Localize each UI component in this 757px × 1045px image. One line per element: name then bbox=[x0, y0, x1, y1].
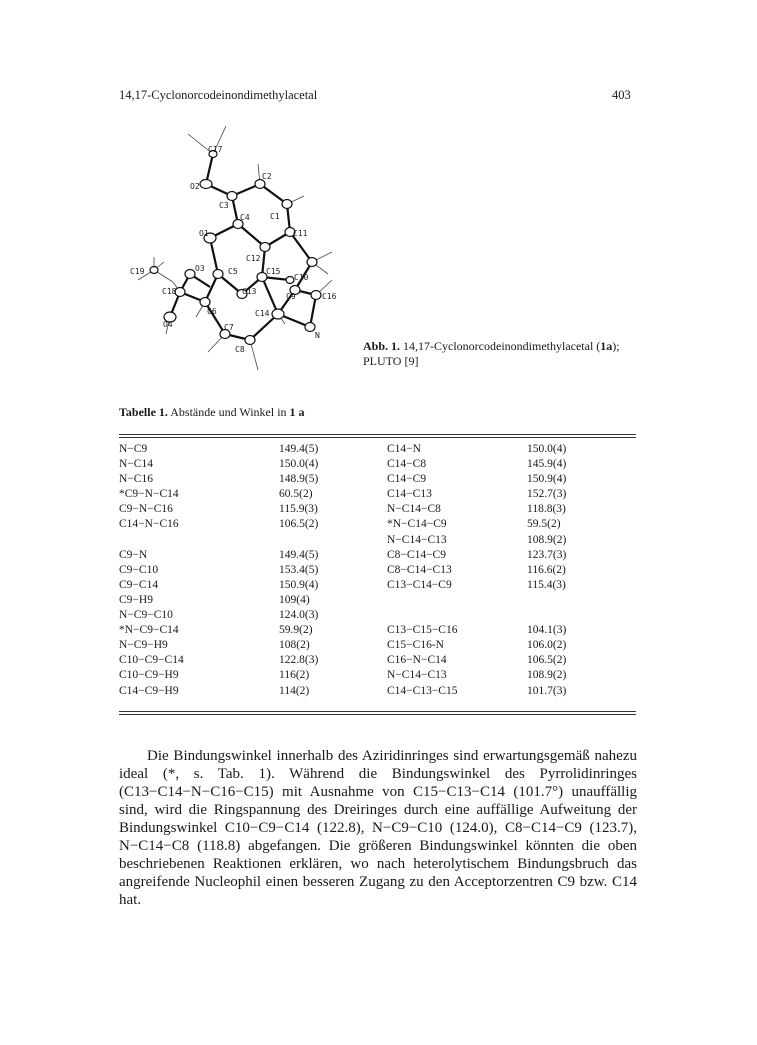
table-cell: 60.5(2) bbox=[279, 488, 313, 501]
table-cell: 59.9(2) bbox=[279, 624, 313, 637]
figure-caption-text: 14,17-Cyclonorcodeinondimethylacetal ( bbox=[400, 339, 601, 353]
table-cell: 101.7(3) bbox=[527, 684, 567, 697]
table-cell: 149.4(5) bbox=[279, 548, 319, 561]
table-cell: C15−C16-N bbox=[387, 639, 444, 652]
atom-label-c1: C1 bbox=[270, 212, 280, 221]
table-cell bbox=[527, 608, 636, 623]
table-row bbox=[119, 608, 636, 623]
table-cell: 116(2) bbox=[279, 669, 310, 682]
pluto-drawing bbox=[110, 112, 360, 382]
atoms bbox=[150, 151, 321, 345]
table-cell: C10−C9−C14 bbox=[119, 654, 184, 667]
table-row bbox=[119, 487, 636, 502]
table-cell: C14−C9−H9 bbox=[119, 684, 179, 697]
table-row bbox=[119, 472, 636, 487]
table-cell: 59.5(2) bbox=[527, 518, 561, 531]
table-cell: *C9−N−C14 bbox=[119, 488, 179, 501]
atom-label-c17: C17 bbox=[208, 145, 223, 154]
table-cell bbox=[119, 533, 279, 548]
table-row bbox=[119, 638, 636, 653]
table-row bbox=[119, 457, 636, 472]
table-row bbox=[119, 442, 636, 457]
atom-label-c13: C13 bbox=[242, 287, 257, 296]
table-cell: 153.4(5) bbox=[279, 563, 319, 576]
table-cell: 123.7(3) bbox=[527, 548, 567, 561]
table-row bbox=[119, 548, 636, 563]
table-bottom-rule bbox=[119, 711, 636, 712]
table-top-rule-2 bbox=[119, 437, 636, 438]
body-paragraph: Die Bindungswinkel innerhalb des Aziridinringes sind erwartungsgemäß nahezu ideal (*, s. Tab. 1). Während die Bindungswinkel des Pyrrolidinringes (C13−C14−N−C16−C15) mit Ausnahme von C15−C13−C14 (101.7°) unauffällig sind, wird die Ringspannung des Dreiringes durch eine auffällige Aufweitung der Bindungswinkel C10−C9−C14 (122.8), N−C9−C10 (124.0), C8−C14−C9 (123.7), N−C14−C8 (118.8) abgefangen. Die größeren Bindungswinkel könnten die oben beschriebenen Reaktionen erklären, wo nach heterolytischem Bindungsbruch das angreifende Nucleophil einen besseren Zugang zu den Acceptorzentren C9 bzw. C14 hat. bbox=[119, 748, 637, 908]
table-cell: N−C9−H9 bbox=[119, 639, 168, 652]
table-cell: 108.9(2) bbox=[527, 533, 567, 546]
molecular-structure-figure bbox=[110, 112, 360, 382]
atom-label-c9: C9 bbox=[286, 292, 296, 301]
table-row bbox=[119, 517, 636, 532]
table-cell: 108.9(2) bbox=[527, 669, 567, 682]
table-cell: C8−C14−C9 bbox=[387, 548, 446, 561]
atom-labels bbox=[130, 145, 337, 354]
table-title bbox=[119, 405, 305, 420]
table-cell: C8−C14−C13 bbox=[387, 563, 452, 576]
atom-label-c6: C6 bbox=[207, 307, 217, 316]
table-row bbox=[119, 502, 636, 517]
atom-label-c11: C11 bbox=[293, 229, 308, 238]
atom-label-c19: C19 bbox=[130, 267, 145, 276]
table-cell: C9−N bbox=[119, 548, 148, 561]
atom-label-c15: C15 bbox=[266, 267, 281, 276]
atom-label-c18: C18 bbox=[162, 287, 177, 296]
atom-label-c2: C2 bbox=[262, 172, 272, 181]
table-cell: 108(2) bbox=[279, 639, 310, 652]
atom-label-o4: O4 bbox=[163, 320, 173, 329]
table-row bbox=[119, 578, 636, 593]
table-cell: N−C14−C13 bbox=[387, 669, 447, 682]
table-cell: C9−C14 bbox=[119, 578, 159, 591]
table-cell: C13−C15−C16 bbox=[387, 624, 458, 637]
table-cell: N−C9 bbox=[119, 443, 148, 455]
table-title-text: Abstände und Winkel in bbox=[167, 405, 290, 419]
running-title: 14,17-Cyclonorcodeinondimethylacetal bbox=[119, 88, 318, 102]
table-cell: N−C16 bbox=[119, 473, 153, 486]
table-cell: 115.4(3) bbox=[527, 578, 566, 591]
table-cell: 145.9(4) bbox=[527, 458, 567, 471]
table-cell: 109(4) bbox=[279, 593, 310, 606]
page-number: 403 bbox=[612, 88, 631, 102]
table-cell bbox=[387, 593, 527, 608]
table-cell: *N−C9−C14 bbox=[119, 624, 179, 637]
atom-label-o2: O2 bbox=[190, 182, 200, 191]
body-text bbox=[119, 747, 637, 909]
table-cell: C16−N−C14 bbox=[387, 654, 447, 667]
table-cell: 122.8(3) bbox=[279, 654, 319, 667]
table-title-label: Tabelle 1. bbox=[119, 405, 168, 419]
table-cell: C14−C8 bbox=[387, 458, 427, 471]
table-cell: 152.7(3) bbox=[527, 488, 567, 501]
table-cell: 104.1(3) bbox=[527, 624, 567, 637]
figure-caption-label: Abb. 1. bbox=[363, 339, 401, 353]
table-cell: C14−C13−C15 bbox=[387, 684, 458, 697]
atom-label-c3: C3 bbox=[219, 201, 229, 210]
table-cell: C14−N bbox=[387, 443, 421, 455]
table-cell: 149.4(5) bbox=[279, 443, 319, 455]
atom-label-o1: O1 bbox=[199, 229, 209, 238]
table-row bbox=[119, 684, 636, 699]
figure-caption-line2: PLUTO [9] bbox=[363, 354, 419, 368]
figure-caption bbox=[363, 339, 643, 369]
table-cell: N−C9−C10 bbox=[119, 609, 173, 622]
table-cell: 106.5(2) bbox=[527, 654, 567, 667]
table-title-compound: 1 a bbox=[289, 405, 305, 419]
table-cell bbox=[279, 533, 387, 548]
table-cell: C14−C9 bbox=[387, 473, 427, 486]
atom-label-n: N bbox=[315, 331, 320, 340]
table-cell: 150.9(4) bbox=[279, 578, 319, 591]
table-cell: 116.6(2) bbox=[527, 563, 566, 576]
table-cell: C10−C9−H9 bbox=[119, 669, 179, 682]
table-cell bbox=[387, 608, 527, 623]
table-row bbox=[119, 623, 636, 638]
table-row bbox=[119, 668, 636, 683]
atom-label-c8: C8 bbox=[235, 345, 245, 354]
atom-label-c4: C4 bbox=[240, 213, 250, 222]
table-row bbox=[119, 593, 636, 608]
table-row bbox=[119, 653, 636, 668]
table-cell: C14−N−C16 bbox=[119, 518, 179, 531]
table-cell: 150.9(4) bbox=[527, 473, 567, 486]
table-cell: 106.0(2) bbox=[527, 639, 567, 652]
table-cell: 150.0(4) bbox=[279, 458, 319, 471]
table-top-rule bbox=[119, 434, 636, 435]
table-cell: C13−C14−C9 bbox=[387, 578, 452, 591]
table-cell bbox=[527, 593, 636, 608]
table-cell: 148.9(5) bbox=[279, 473, 319, 486]
table-cell: C9−H9 bbox=[119, 593, 153, 606]
atom-label-c10: C10 bbox=[294, 273, 309, 282]
table-cell: C9−N−C16 bbox=[119, 503, 173, 516]
table-cell: 115.9(3) bbox=[279, 503, 318, 516]
table-bottom-rule-2 bbox=[119, 714, 636, 715]
bond-parameter-table bbox=[119, 442, 636, 699]
table-cell: N−C14 bbox=[119, 458, 153, 471]
table-cell: C14−C13 bbox=[387, 488, 432, 501]
table-cell: 150.0(4) bbox=[527, 443, 567, 455]
table-cell: C9−C10 bbox=[119, 563, 159, 576]
table-cell: *N−C14−C9 bbox=[387, 518, 447, 531]
table-cell: 124.0(3) bbox=[279, 609, 319, 622]
atom-label-c12: C12 bbox=[246, 254, 261, 263]
table-cell: N−C14−C8 bbox=[387, 503, 441, 516]
table-cell: N−C14−C13 bbox=[387, 533, 447, 546]
table-row bbox=[119, 563, 636, 578]
atom-label-c7: C7 bbox=[224, 323, 234, 332]
atom-label-o3: O3 bbox=[195, 264, 205, 273]
figure-caption-compound: 1a bbox=[600, 339, 613, 353]
figure-caption-tail: ); bbox=[612, 339, 620, 353]
atom-label-c16: C16 bbox=[322, 292, 337, 301]
atom-label-c14: C14 bbox=[255, 309, 270, 318]
table-row bbox=[119, 533, 636, 548]
table-body bbox=[119, 442, 636, 699]
table-cell: 114(2) bbox=[279, 684, 310, 697]
table-cell: 118.8(3) bbox=[527, 503, 566, 516]
atom-label-c5: C5 bbox=[228, 267, 238, 276]
table-cell: 106.5(2) bbox=[279, 518, 319, 531]
